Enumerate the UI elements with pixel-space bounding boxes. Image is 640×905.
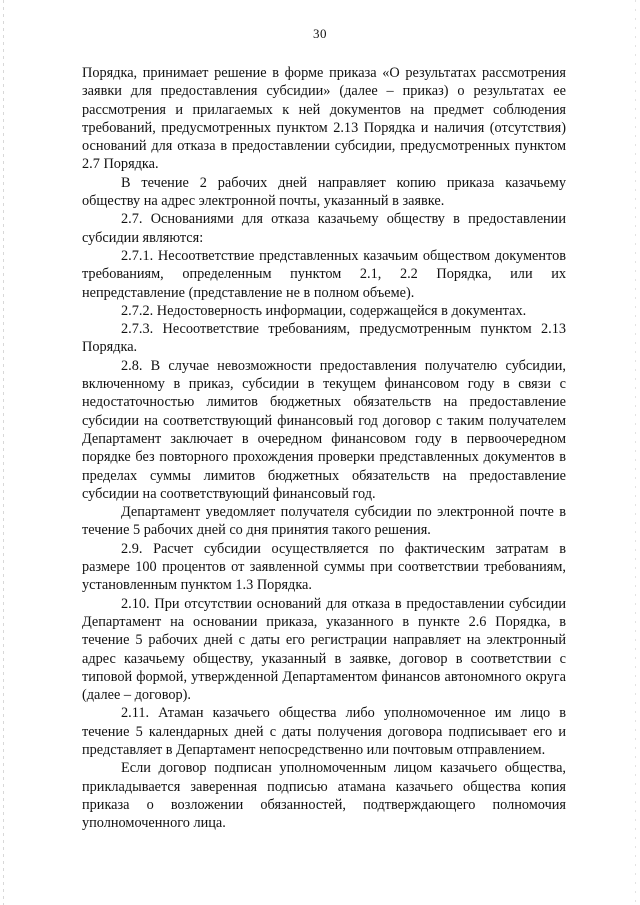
document-body bbox=[82, 64, 566, 832]
paragraph-copy-notice: В течение 2 рабочих дней направляет копию приказа казачьему обществу на адрес электронной почты, указанный в заявке. bbox=[82, 174, 566, 210]
paragraph-2-9: 2.9. Расчет субсидии осуществляется по фактическим затратам в размере 100 процентов от заявленной суммы при соответствии требованиям, установленным пунктом 1.3 Порядка. bbox=[82, 540, 566, 594]
scan-edge-left bbox=[3, 0, 4, 905]
paragraph-continuation: Порядка, принимает решение в форме приказа «О результатах рассмотрения заявки для предоставления субсидии» (далее – приказ) о результатах ее рассмотрения и прилагаемых к ней документов на предмет соблюдения требований, предусмотренных пунктом 2.13 Порядка и наличия (отсутствия) оснований для отказа в предоставлении субсидии, предусмотренных пунктом 2.7 Порядка. bbox=[82, 65, 566, 173]
paragraph-2-10: 2.10. При отсутствии оснований для отказа в предоставлении субсидии Департамент на основании приказа, указанного в пункте 2.6 Порядка, в течение 5 рабочих дней с даты его регистрации направляет на электронный адрес казачьему обществу, указанный в заявке, договор в соответствии с типовой формой, утвержденной Департаментом финансов автономного округа (далее – договор). bbox=[82, 595, 566, 704]
scan-edge-right bbox=[635, 0, 636, 905]
paragraph-2-7-3: 2.7.3. Несоответствие требованиям, предусмотренным пунктом 2.13 Порядка. bbox=[82, 321, 566, 356]
page-number: 30 bbox=[313, 26, 327, 41]
paragraph-2-7-1: 2.7.1. Несоответствие представленных казачьим обществом документов требованиям, определенным пунктом 2.1, 2.2 Порядка, или их непредставление (представление не в полном объеме). bbox=[82, 247, 566, 301]
paragraph-2-11: 2.11. Атаман казачьего общества либо уполномоченное им лицо в течение 5 календарных дней с даты получения договора подписывает его и представляет в Департамент непосредственно или почтовым отправлением. bbox=[82, 705, 566, 758]
paragraph-2-7: 2.7. Основаниями для отказа казачьему обществу в предоставлении субсидии являются: bbox=[82, 211, 566, 246]
paragraph-2-8: 2.8. В случае невозможности предоставления получателю субсидии, включенному в приказ, субсидии в текущем финансовом году в связи с недостаточностью лимитов бюджетных обязательств на предоставление субсидии на соответствующий финансовый год договор с таким получателем Департамент заключает в очередном финансовом году в первоочередном порядке без повторного прохождения проверки представленных документов в пределах суммы лимитов бюджетных обязательств на предоставление субсидии на соответствующий финансовый год. bbox=[82, 357, 566, 502]
paragraph-notification: Департамент уведомляет получателя субсидии по электронной почте в течение 5 рабочих дней со дня принятия такого решения. bbox=[82, 504, 566, 539]
paragraph-authorized-person: Если договор подписан уполномоченным лицом казачьего общества, прикладывается заверенная подписью атамана казачьего общества копия приказа о возложении обязанностей, подтверждающего полномочия уполномоченного лица. bbox=[82, 760, 566, 832]
paragraph-2-7-2: 2.7.2. Недостоверность информации, содержащейся в документах. bbox=[121, 302, 527, 319]
